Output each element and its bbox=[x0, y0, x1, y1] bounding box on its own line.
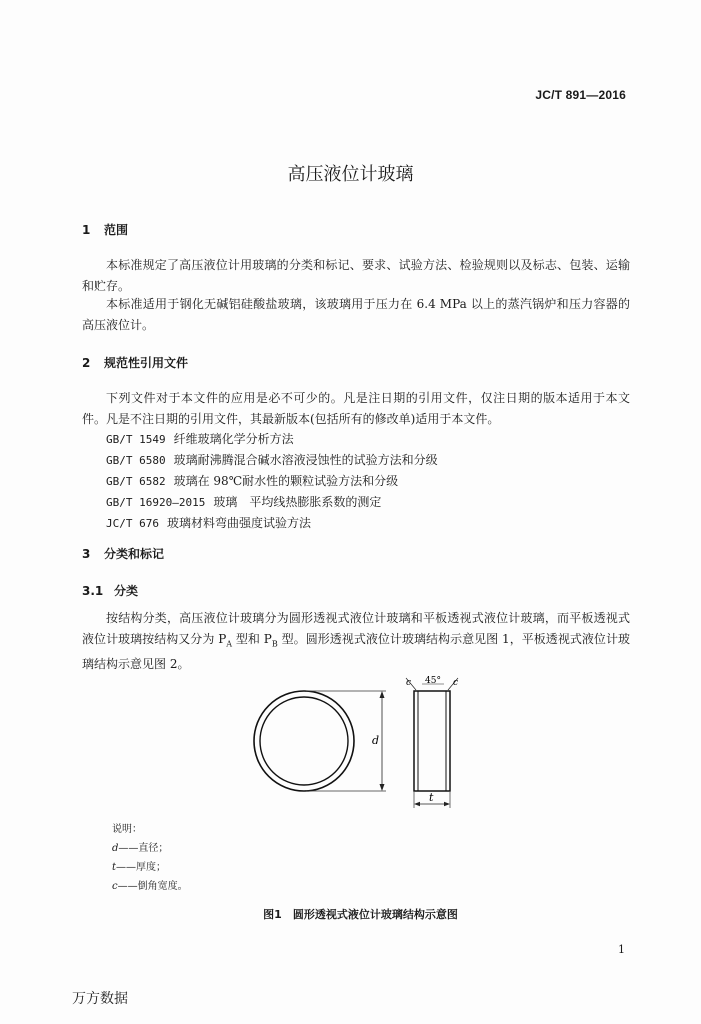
section-title: 分类和标记 bbox=[104, 547, 165, 561]
section-title: 分类 bbox=[114, 584, 139, 598]
reference-code: GB/T 6580 bbox=[106, 454, 166, 467]
arrowhead bbox=[380, 691, 385, 698]
reference-title: 纤维玻璃化学分析方法 bbox=[173, 432, 294, 446]
reference-title: 玻璃 平均线热膨胀系数的测定 bbox=[213, 495, 382, 509]
reference-item bbox=[106, 471, 438, 492]
section-1-heading bbox=[82, 221, 128, 238]
reference-code: GB/T 16920—2015 bbox=[106, 496, 206, 509]
label-d: d bbox=[372, 734, 380, 747]
standard-code: JC/T 891—2016 bbox=[535, 88, 626, 102]
paragraph-text: 按结构分类，高压液位计玻璃分为圆形透视式液位计玻璃和平板透视式液位计玻璃，而平板透视式液位计玻璃按结构又分为 P bbox=[82, 611, 630, 646]
notes-title: 说明： bbox=[112, 824, 142, 835]
reference-item bbox=[106, 513, 438, 534]
note-item bbox=[112, 877, 188, 896]
figure-1-drawing bbox=[248, 670, 478, 815]
reference-item bbox=[106, 450, 438, 471]
arrowhead bbox=[380, 784, 385, 791]
section-number: 1 bbox=[82, 223, 91, 237]
note-symbol: t bbox=[112, 862, 117, 873]
page-number: 1 bbox=[618, 943, 625, 956]
section-3-1-paragraph bbox=[82, 608, 630, 675]
label-angle: 45° bbox=[425, 676, 441, 686]
reference-title: 玻璃材料弯曲强度试验方法 bbox=[166, 516, 311, 530]
outer-circle bbox=[254, 691, 354, 791]
label-c-left: c bbox=[406, 678, 412, 688]
reference-code: GB/T 6582 bbox=[106, 475, 166, 488]
note-item bbox=[112, 839, 188, 858]
reference-code: JC/T 676 bbox=[106, 517, 159, 530]
note-text: ——厚度； bbox=[116, 862, 167, 873]
inner-circle bbox=[260, 697, 348, 785]
section-1-paragraph-1: 本标准规定了高压液位计用玻璃的分类和标记、要求、试验方法、检验规则以及标志、包装、运输和贮存。 bbox=[82, 258, 630, 293]
section-3-1-heading bbox=[82, 582, 138, 599]
watermark-text: 万方数据 bbox=[72, 991, 128, 1007]
label-t: t bbox=[429, 791, 434, 804]
section-2-heading bbox=[82, 354, 188, 371]
arrowhead bbox=[444, 802, 450, 806]
note-text: ——直径； bbox=[118, 843, 169, 854]
reference-list bbox=[106, 429, 438, 534]
note-symbol: d bbox=[112, 843, 119, 854]
document-title: 高压液位计玻璃 bbox=[287, 164, 414, 185]
subscript-b: B bbox=[271, 639, 278, 649]
figure-notes bbox=[112, 820, 188, 896]
reference-title: 玻璃耐沸腾混合碱水溶液浸蚀性的试验方法和分级 bbox=[173, 453, 438, 467]
section-1-paragraph-2: 本标准适用于钢化无碱铝硅酸盐玻璃，该玻璃用于压力在 6.4 MPa 以上的蒸汽锅炉和压力容器的高压液位计。 bbox=[82, 297, 630, 332]
paragraph-text: 型。圆形透视式液位计玻璃结构示意见图 1，平板透视式液位计玻璃结构示意见图 2。 bbox=[82, 632, 630, 672]
paragraph-text: 型和 P bbox=[232, 632, 272, 646]
side-view-body bbox=[414, 691, 450, 791]
reference-code: GB/T 1549 bbox=[106, 433, 166, 446]
section-2-intro: 下列文件对于本文件的应用是必不可少的。凡是注日期的引用文件，仅注日期的版本适用于本文件。凡是不注日期的引用文件，其最新版本(包括所有的修改单)适用于本文件。 bbox=[82, 391, 630, 426]
reference-item bbox=[106, 429, 438, 450]
note-text: ——倒角宽度。 bbox=[117, 881, 188, 892]
section-number: 3 bbox=[82, 547, 91, 561]
label-c-right: c bbox=[453, 678, 459, 688]
section-number: 3.1 bbox=[82, 584, 104, 598]
note-symbol: c bbox=[112, 881, 118, 892]
figure-caption: 图1 圆形透视式液位计玻璃结构示意图 bbox=[263, 908, 458, 921]
section-title: 规范性引用文件 bbox=[104, 356, 189, 370]
note-item bbox=[112, 858, 188, 877]
subscript-a: A bbox=[226, 639, 233, 649]
section-title: 范围 bbox=[104, 223, 129, 237]
reference-item bbox=[106, 492, 438, 513]
reference-title: 玻璃在 98℃耐水性的颗粒试验方法和分级 bbox=[173, 474, 399, 488]
arrowhead bbox=[414, 802, 420, 806]
section-number: 2 bbox=[82, 356, 91, 370]
section-3-heading bbox=[82, 545, 164, 562]
